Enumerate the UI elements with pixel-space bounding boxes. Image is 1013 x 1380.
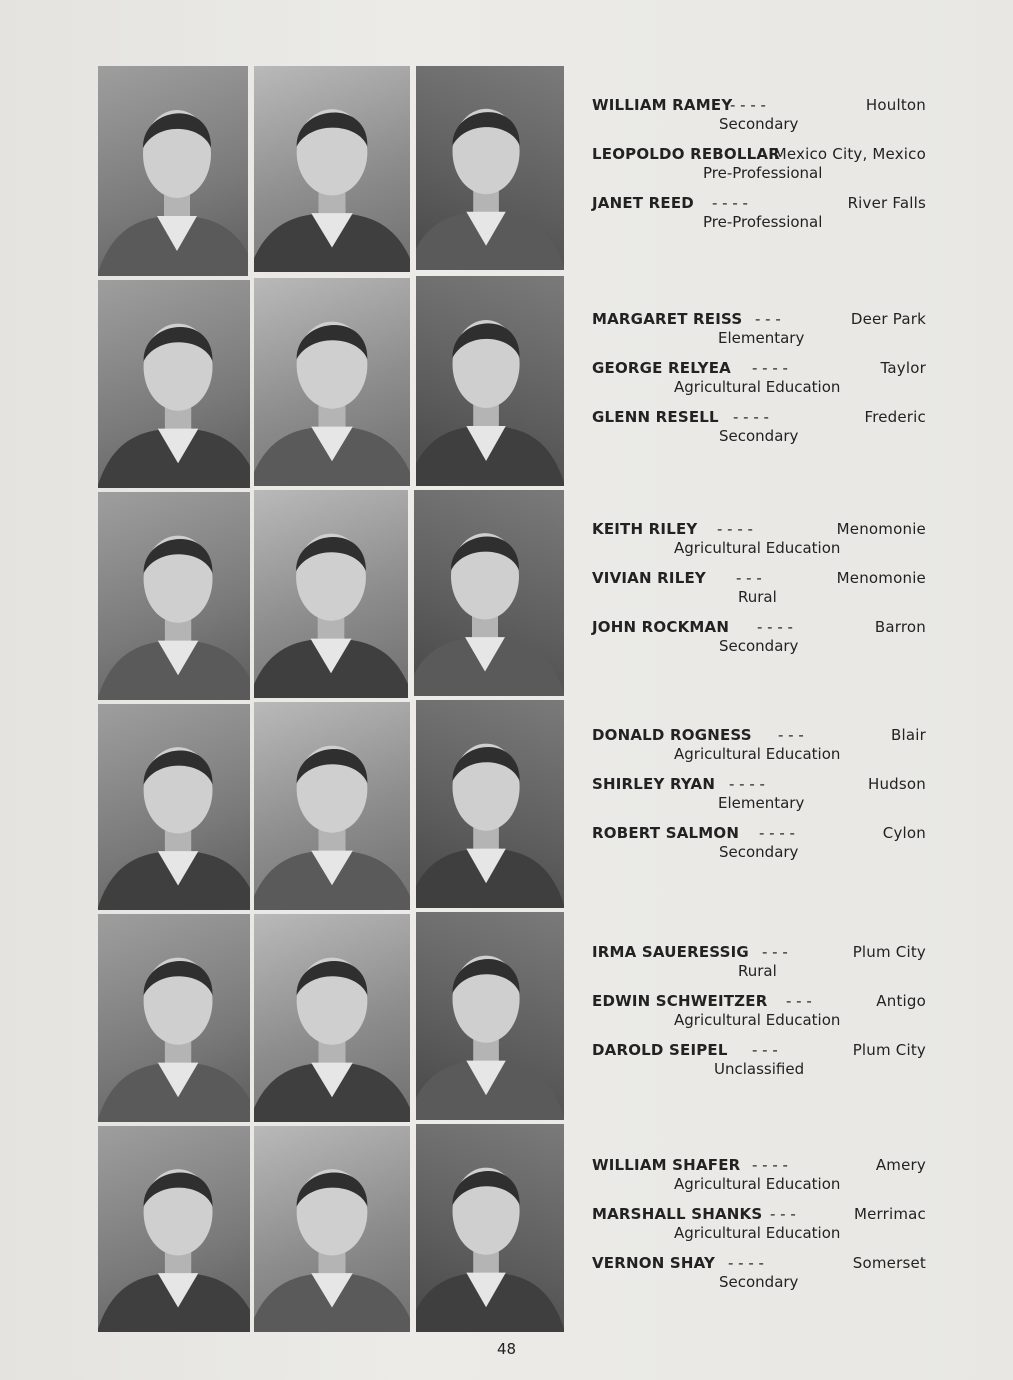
portrait-photo <box>416 276 564 486</box>
hometown: Mexico City, Mexico <box>773 145 926 163</box>
leader-dashes: - - - <box>762 943 788 961</box>
student-name: KEITH RILEY <box>592 520 698 538</box>
leader-dashes: - - - <box>755 310 781 328</box>
hometown: Plum City <box>852 1041 926 1059</box>
hometown: Merrimac <box>853 1205 926 1223</box>
portrait-grid <box>98 66 564 1332</box>
course-of-study: Unclassified <box>714 1060 805 1078</box>
student-entry <box>592 1041 926 1090</box>
leader-dashes: - - - <box>736 569 762 587</box>
leader-dashes: - - - <box>778 726 804 744</box>
student-entry <box>592 310 926 359</box>
leader-dashes: - - - <box>786 992 812 1010</box>
course-of-study: Agricultural Education <box>674 539 841 557</box>
course-of-study: Secondary <box>719 1273 799 1291</box>
portrait-silhouette <box>98 280 250 488</box>
student-name: MARGARET REISS <box>592 310 743 328</box>
student-name: LEOPOLDO REBOLLAR <box>592 145 780 163</box>
course-of-study: Secondary <box>719 115 799 133</box>
student-group <box>592 310 926 457</box>
student-name: WILLIAM RAMEY <box>592 96 733 114</box>
student-name: GEORGE RELYEA <box>592 359 731 377</box>
student-entry <box>592 359 926 408</box>
hometown: Menomonie <box>836 520 926 538</box>
hometown: Frederic <box>864 408 926 426</box>
leader-dashes: - - - - <box>712 194 748 212</box>
portrait-photo <box>254 278 410 486</box>
student-entry <box>592 618 926 667</box>
student-entry <box>592 1156 926 1205</box>
portrait-photo <box>414 490 564 696</box>
student-entry <box>592 96 926 145</box>
hometown: Barron <box>874 618 926 636</box>
portrait-photo <box>254 914 410 1122</box>
portrait-silhouette <box>98 914 250 1122</box>
portrait-silhouette <box>416 66 564 270</box>
student-entry <box>592 943 926 992</box>
leader-dashes: - - - - <box>757 618 793 636</box>
portrait-silhouette <box>98 492 250 700</box>
leader-dashes: - - - - <box>717 520 753 538</box>
leader-dashes: - - - - <box>759 824 795 842</box>
student-name: GLENN RESELL <box>592 408 719 426</box>
student-group <box>592 943 926 1090</box>
student-name: JOHN ROCKMAN <box>592 618 730 636</box>
leader-dashes: - - - - <box>733 408 769 426</box>
student-entry <box>592 569 926 618</box>
student-name: SHIRLEY RYAN <box>592 775 716 793</box>
portrait-photo <box>416 700 564 908</box>
course-of-study: Elementary <box>718 329 805 347</box>
course-of-study: Rural <box>738 962 777 980</box>
course-of-study: Pre-Professional <box>703 213 823 231</box>
portrait-photo <box>254 66 410 272</box>
portrait-photo <box>416 66 564 270</box>
course-of-study: Agricultural Education <box>674 1011 841 1029</box>
student-name: VIVIAN RILEY <box>592 569 706 587</box>
student-entry <box>592 145 926 194</box>
leader-dashes: - - - <box>770 1205 796 1223</box>
student-name: JANET REED <box>592 194 694 212</box>
portrait-photo <box>416 912 564 1120</box>
hometown: Plum City <box>852 943 926 961</box>
course-of-study: Rural <box>738 588 777 606</box>
student-entry <box>592 726 926 775</box>
hometown: Antigo <box>876 992 926 1010</box>
student-entry <box>592 775 926 824</box>
hometown: River Falls <box>847 194 926 212</box>
hometown: Taylor <box>880 359 926 377</box>
course-of-study: Secondary <box>719 637 799 655</box>
student-entry <box>592 408 926 457</box>
student-name: IRMA SAUERESSIG <box>592 943 749 961</box>
hometown: Cylon <box>882 824 926 842</box>
leader-dashes: - - - - <box>752 1156 788 1174</box>
student-name: DAROLD SEIPEL <box>592 1041 728 1059</box>
student-name: DONALD ROGNESS <box>592 726 752 744</box>
portrait-silhouette <box>254 490 408 698</box>
student-group <box>592 1156 926 1303</box>
portrait-photo <box>98 1126 250 1332</box>
hometown: Deer Park <box>850 310 926 328</box>
leader-dashes: - - - - <box>752 359 788 377</box>
leader-dashes: - - - - <box>729 775 765 793</box>
portrait-photo <box>98 66 248 276</box>
course-of-study: Secondary <box>719 427 799 445</box>
portrait-photo <box>254 702 410 910</box>
portrait-photo <box>98 914 250 1122</box>
course-of-study: Agricultural Education <box>674 1224 841 1242</box>
student-name: ROBERT SALMON <box>592 824 740 842</box>
student-entry <box>592 194 926 243</box>
portrait-silhouette <box>98 704 250 910</box>
hometown: Houlton <box>865 96 926 114</box>
portrait-silhouette <box>254 914 410 1122</box>
portrait-silhouette <box>416 700 564 908</box>
portrait-photo <box>98 704 250 910</box>
course-of-study: Agricultural Education <box>674 1175 841 1193</box>
student-entry <box>592 1205 926 1254</box>
portrait-silhouette <box>98 66 248 276</box>
hometown: Amery <box>875 1156 926 1174</box>
portrait-photo <box>416 1124 564 1332</box>
hometown: Hudson <box>867 775 926 793</box>
portrait-photo <box>98 492 250 700</box>
student-name: MARSHALL SHANKS <box>592 1205 763 1223</box>
portrait-photo <box>254 490 408 698</box>
portrait-photo <box>254 1126 410 1332</box>
portrait-silhouette <box>254 1126 410 1332</box>
portrait-silhouette <box>254 66 410 272</box>
hometown: Blair <box>891 726 926 744</box>
student-entry <box>592 992 926 1041</box>
student-name: WILLIAM SHAFER <box>592 1156 741 1174</box>
student-group <box>592 520 926 667</box>
student-name: EDWIN SCHWEITZER <box>592 992 768 1010</box>
course-of-study: Secondary <box>719 843 799 861</box>
portrait-silhouette <box>98 1126 250 1332</box>
course-of-study: Agricultural Education <box>674 745 841 763</box>
student-group <box>592 726 926 873</box>
student-name: VERNON SHAY <box>592 1254 716 1272</box>
student-entry <box>592 824 926 873</box>
leader-dashes: - - - <box>752 1041 778 1059</box>
portrait-silhouette <box>254 278 410 486</box>
course-of-study: Agricultural Education <box>674 378 841 396</box>
student-entry <box>592 1254 926 1303</box>
leader-dashes: - - - - <box>730 96 766 114</box>
portrait-silhouette <box>416 1124 564 1332</box>
leader-dashes: - - - - <box>728 1254 764 1272</box>
student-entry <box>592 520 926 569</box>
student-group <box>592 96 926 243</box>
hometown: Somerset <box>852 1254 926 1272</box>
portrait-photo <box>98 280 250 488</box>
portrait-silhouette <box>416 912 564 1120</box>
hometown: Menomonie <box>836 569 926 587</box>
portrait-silhouette <box>416 276 564 486</box>
course-of-study: Elementary <box>718 794 805 812</box>
course-of-study: Pre-Professional <box>703 164 823 182</box>
page-number: 48 <box>496 1340 517 1358</box>
portrait-silhouette <box>254 702 410 910</box>
portrait-silhouette <box>414 490 564 696</box>
